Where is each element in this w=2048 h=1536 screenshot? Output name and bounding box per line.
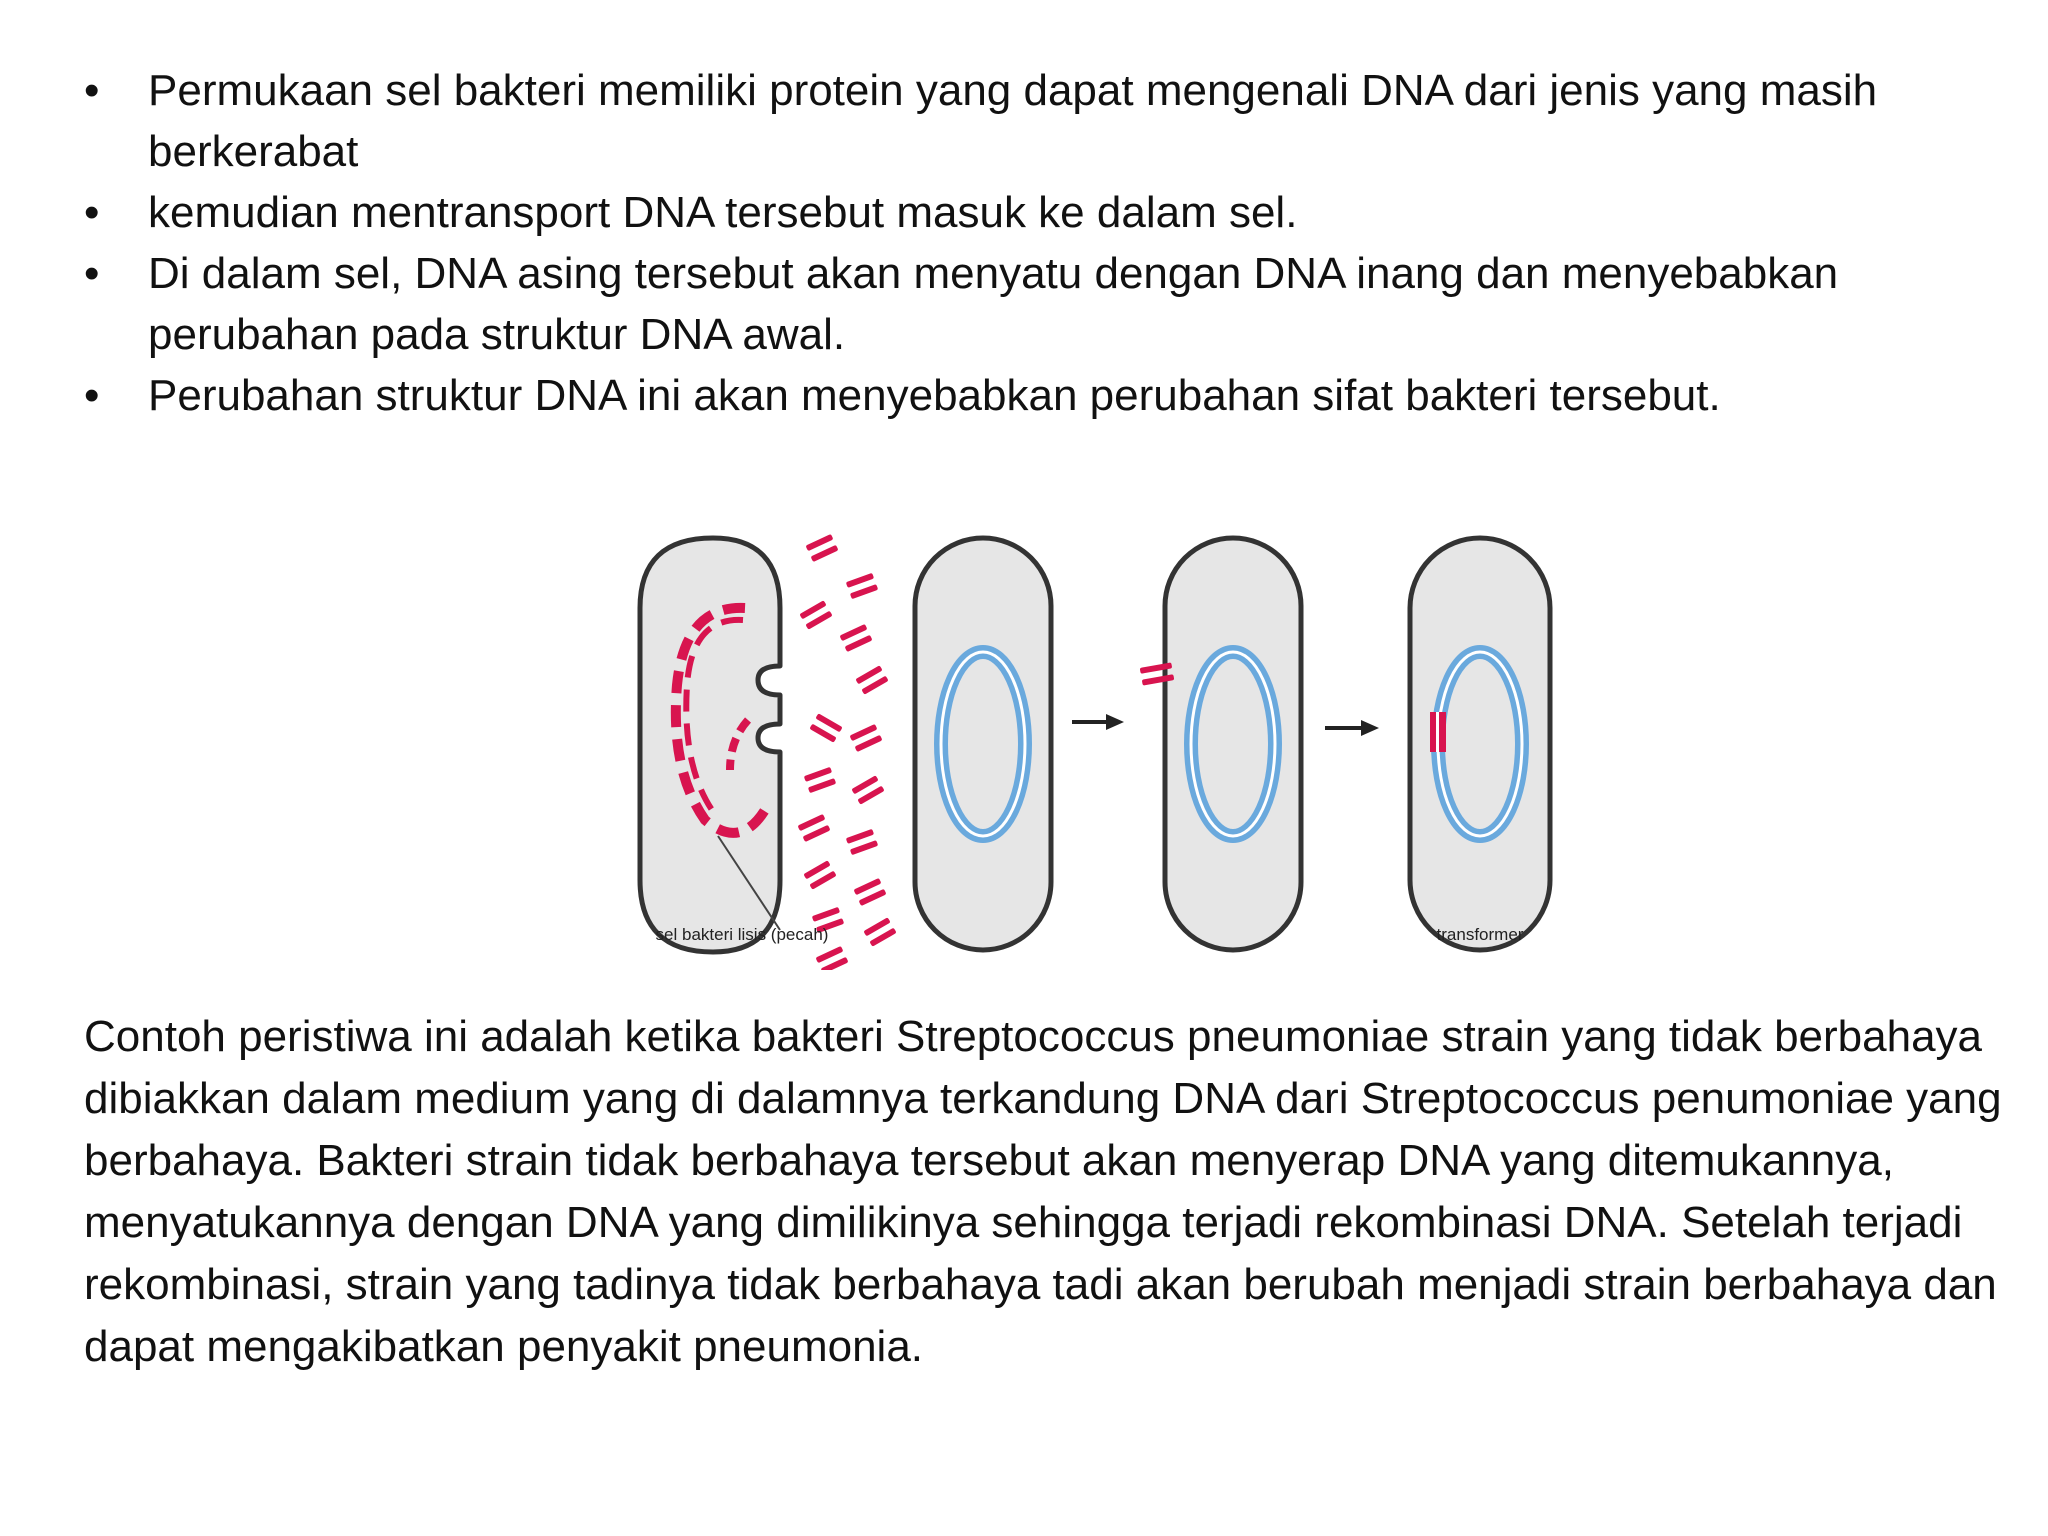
bullet-item — [78, 243, 1978, 365]
bullet-text: Permukaan sel bakteri memiliki protein yang dapat mengenali DNA dari jenis yang masih berkerabat — [148, 66, 1878, 176]
bullet-text: kemudian mentransport DNA tersebut masuk ke dalam sel. — [148, 188, 1298, 237]
label-transformer: transformer — [1436, 925, 1524, 944]
free-dna-fragments — [798, 534, 897, 970]
arrow-icon — [1072, 714, 1124, 730]
bullet-icon: • — [84, 371, 100, 420]
arrow-icon — [1325, 720, 1379, 736]
bullet-item — [78, 365, 1978, 426]
bullet-item — [78, 60, 1978, 182]
transformation-diagram — [630, 520, 1580, 970]
bullet-text: Di dalam sel, DNA asing tersebut akan menyatu dengan DNA inang dan menyebabkan perubahan pada struktur DNA awal. — [148, 249, 1839, 359]
bullet-list — [78, 60, 1978, 426]
lysed-cell-outline — [640, 538, 780, 952]
uptake-cell — [1140, 538, 1301, 950]
bullet-text: Perubahan struktur DNA ini akan menyebabkan perubahan sifat bakteri tersebut. — [148, 371, 1721, 420]
example-paragraph: Contoh peristiwa ini adalah ketika bakteri Streptococcus pneumoniae strain yang tidak berbahaya dibiakkan dalam medium yang di dalamnya terkandung DNA dari Streptococcus penumoniae yang berbahaya. Bakteri strain tidak berbahaya tersebut akan menyerap DNA yang ditemukannya, menyatukannya dengan DNA yang dimilikinya sehingga terjadi rekombinasi DNA. Setelah terjadi rekombinasi, strain yang tadinya tidak berbahaya tadi akan berubah menjadi strain berbahaya dan dapat mengakibatkan penyakit pneumonia. — [84, 1012, 2002, 1371]
label-lysed: sel bakteri lisis (pecah) — [655, 925, 829, 944]
bullet-icon: • — [84, 249, 100, 298]
transformer-cell — [1410, 538, 1550, 950]
bullet-item — [78, 182, 1978, 243]
recipient-cell — [915, 538, 1051, 950]
bullet-icon: • — [84, 66, 100, 115]
bullet-icon: • — [84, 188, 100, 237]
lysed-cell — [640, 538, 780, 952]
